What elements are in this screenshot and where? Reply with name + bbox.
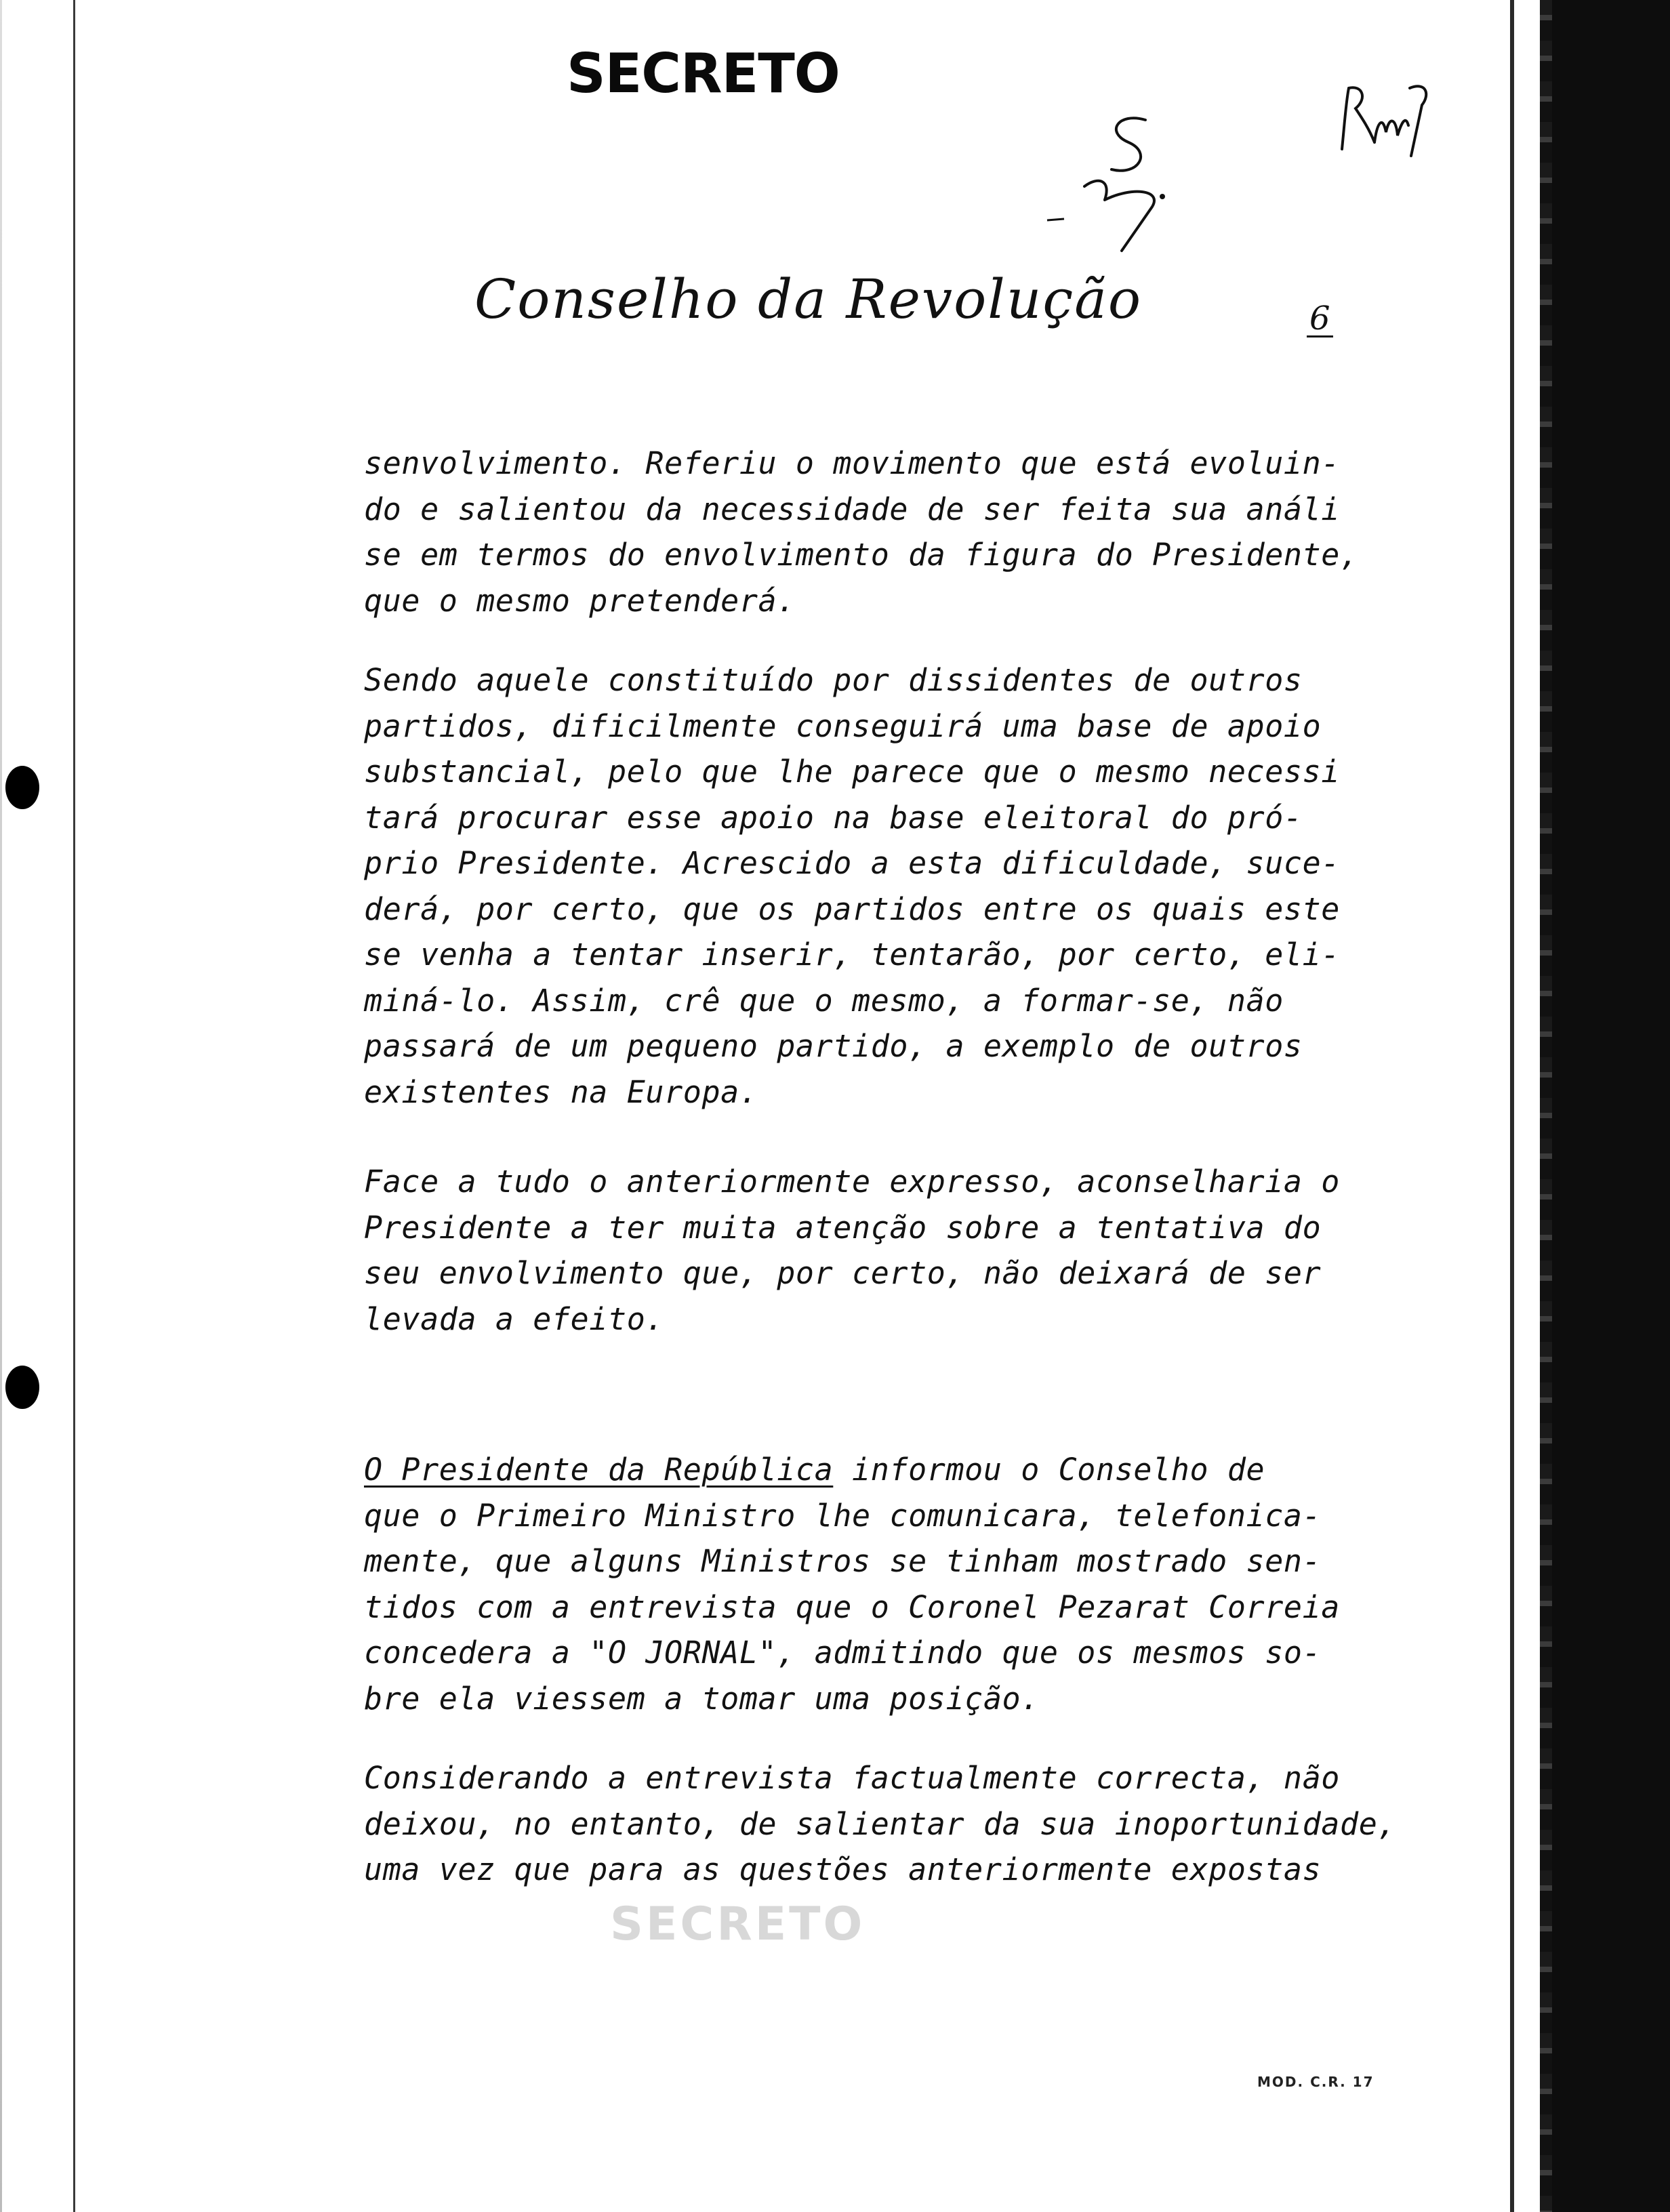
page-edge-left bbox=[73, 0, 75, 2212]
text-line: senvolvimento. Referiu o movimento que está evoluin- bbox=[364, 445, 1340, 481]
text-line: deixou, no entanto, de salientar da sua inoportunidade, bbox=[364, 1805, 1397, 1842]
classification-header: SECRETO bbox=[567, 42, 840, 105]
text-line: do e salientou da necessidade de ser feita sua análi bbox=[364, 491, 1340, 527]
paragraph-5 bbox=[364, 1755, 1397, 1893]
speaker-name: O Presidente da República bbox=[364, 1452, 834, 1488]
text-line: uma vez que para as questões anteriormente expostas bbox=[364, 1851, 1322, 1887]
text-line: tará procurar esse apoio na base eleitoral do pró- bbox=[364, 799, 1303, 836]
paragraph-2 bbox=[364, 657, 1340, 1115]
punch-hole-bottom bbox=[5, 1366, 39, 1409]
scan-margin-line bbox=[0, 0, 2, 2212]
text-line: Sendo aquele constituído por dissidentes de outros bbox=[364, 662, 1303, 698]
council-letterhead: Conselho da Revolução bbox=[474, 268, 1143, 331]
binding-strip bbox=[1552, 0, 1670, 2212]
text-line bbox=[364, 1447, 1340, 1493]
text-line: substancial, pelo que lhe parece que o mesmo necessi bbox=[364, 754, 1340, 790]
text-line: miná-lo. Assim, crê que o mesmo, a formar-se, não bbox=[364, 982, 1284, 1019]
text-line: se venha a tentar inserir, tentarão, por certo, eli- bbox=[364, 937, 1340, 972]
faded-classification-stamp: SECRETO bbox=[610, 1898, 865, 1951]
text-line: seu envolvimento que, por certo, não deixará de ser bbox=[364, 1255, 1322, 1291]
text-line: passará de um pequeno partido, a exemplo de outros bbox=[364, 1028, 1303, 1064]
form-model-code: MOD. C.R. 17 bbox=[1257, 2074, 1374, 2090]
text-line: Face a tudo o anteriormente expresso, aconselharia o bbox=[364, 1164, 1340, 1200]
text-line: mente, que alguns Ministros se tinham mostrado sen- bbox=[364, 1543, 1322, 1579]
text-line: partidos, dificilmente conseguirá uma base de apoio bbox=[364, 708, 1322, 744]
text-line: existentes na Europa. bbox=[364, 1073, 758, 1110]
page-edge-right bbox=[1510, 0, 1514, 2212]
page-number: 6 bbox=[1307, 302, 1333, 337]
text-line: que o Primeiro Ministro lhe comunicara, telefonica- bbox=[364, 1497, 1322, 1534]
text-line: que o mesmo pretenderá. bbox=[364, 582, 796, 619]
paragraph-1 bbox=[364, 441, 1359, 623]
text-line: prio Presidente. Acrescido a esta dificuldade, suce- bbox=[364, 845, 1340, 881]
text-line: se em termos do envolvimento da figura do Presidente, bbox=[364, 537, 1359, 573]
text-line: tidos com a entrevista que o Coronel Pezarat Correia bbox=[364, 1589, 1340, 1625]
paragraph-3 bbox=[364, 1159, 1340, 1342]
text-line: derá, por certo, que os partidos entre os quais este bbox=[364, 890, 1340, 927]
punch-hole-top bbox=[5, 766, 39, 809]
text-line: Presidente a ter muita atenção sobre a tentativa do bbox=[364, 1209, 1322, 1246]
folio-number-mark bbox=[1037, 112, 1213, 268]
speaker-line-rest: informou o Conselho de bbox=[833, 1452, 1265, 1488]
handwritten-initials bbox=[1335, 68, 1437, 163]
text-line: bre ela viessem a tomar uma posição. bbox=[364, 1680, 1040, 1717]
text-line: concedera a "O JORNAL", admitindo que os mesmos so- bbox=[364, 1635, 1322, 1671]
text-line: levada a efeito. bbox=[364, 1300, 665, 1337]
text-line: Considerando a entrevista factualmente correcta, não bbox=[364, 1760, 1340, 1796]
paragraph-4 bbox=[364, 1447, 1340, 1721]
